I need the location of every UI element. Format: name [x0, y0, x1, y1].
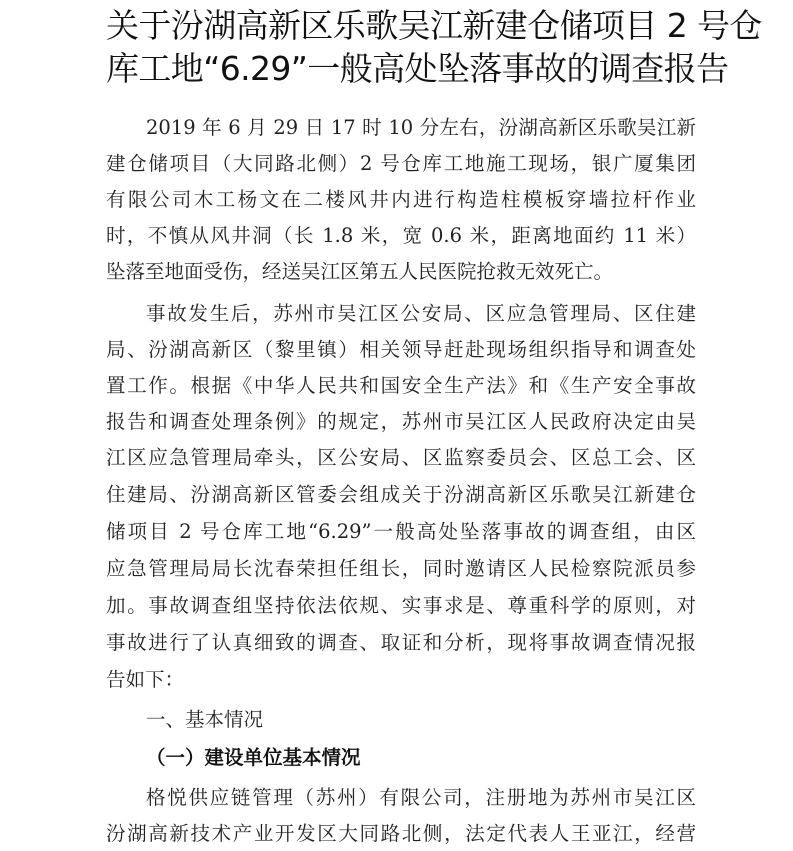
paragraph-2-line: 事故发生后，苏州市吴江区公安局、区应急管理局、区住建: [146, 302, 696, 325]
paragraph-3-line: 格悦供应链管理（苏州）有限公司，注册地为苏州市吴江区: [146, 786, 696, 809]
paragraph-1-line: 建仓储项目（大同路北侧）2 号仓库工地施工现场，银广厦集团: [106, 152, 696, 175]
paragraph-1-line: 坠落至地面受伤，经送吴江区第五人民医院抢救无效死亡。: [106, 260, 614, 283]
paragraph-2-line: 局、汾湖高新区（黎里镇）相关领导赶赴现场组织指导和调查处: [106, 338, 696, 361]
paragraph-2-line: 事故进行了认真细致的调查、取证和分析，现将事故调查情况报: [106, 631, 696, 654]
paragraph-2-line: 告如下：: [106, 668, 185, 691]
paragraph-1-line: 有限公司木工杨文在二楼风井内进行构造柱模板穿墙拉杆作业: [106, 188, 696, 211]
paragraph-2-line: 应急管理局局长沈春荣担任组长，同时邀请区人民检察院派员参: [106, 557, 696, 580]
paragraph-2-line: 江区应急管理局牵头，区公安局、区监察委员会、区总工会、区: [106, 446, 696, 469]
subsection-1-heading: （一）建设单位基本情况: [146, 746, 361, 769]
section-1-heading: 一、基本情况: [146, 708, 264, 731]
report-title-line-1: 关于汾湖高新区乐歌吴江新建仓储项目 2 号仓: [106, 6, 762, 45]
paragraph-2-line: 置工作。根据《中华人民共和国安全生产法》和《生产安全事故: [106, 374, 696, 397]
paragraph-2-line: 住建局、汾湖高新区管委会组成关于汾湖高新区乐歌吴江新建仓: [106, 483, 696, 506]
paragraph-2-line: 加。事故调查组坚持依法依规、实事求是、尊重科学的原则，对: [106, 594, 696, 617]
paragraph-2-line: 报告和调查处理条例》的规定，苏州市吴江区人民政府决定由吴: [106, 410, 696, 433]
paragraph-2-line: 储项目 2 号仓库工地“6.29”一般高处坠落事故的调查组，由区: [106, 520, 696, 543]
report-title-line-2: 库工地“6.29”一般高处坠落事故的调查报告: [106, 49, 729, 88]
paragraph-1-line: 2019 年 6 月 29 日 17 时 10 分左右，汾湖高新区乐歌吴江新: [146, 116, 696, 139]
paragraph-1-line: 时，不慎从风井洞（长 1.8 米，宽 0.6 米，距离地面约 11 米）: [106, 224, 696, 247]
paragraph-3-line: 汾湖高新技术产业开发区大同路北侧，法定代表人王亚江，经营: [106, 822, 696, 845]
